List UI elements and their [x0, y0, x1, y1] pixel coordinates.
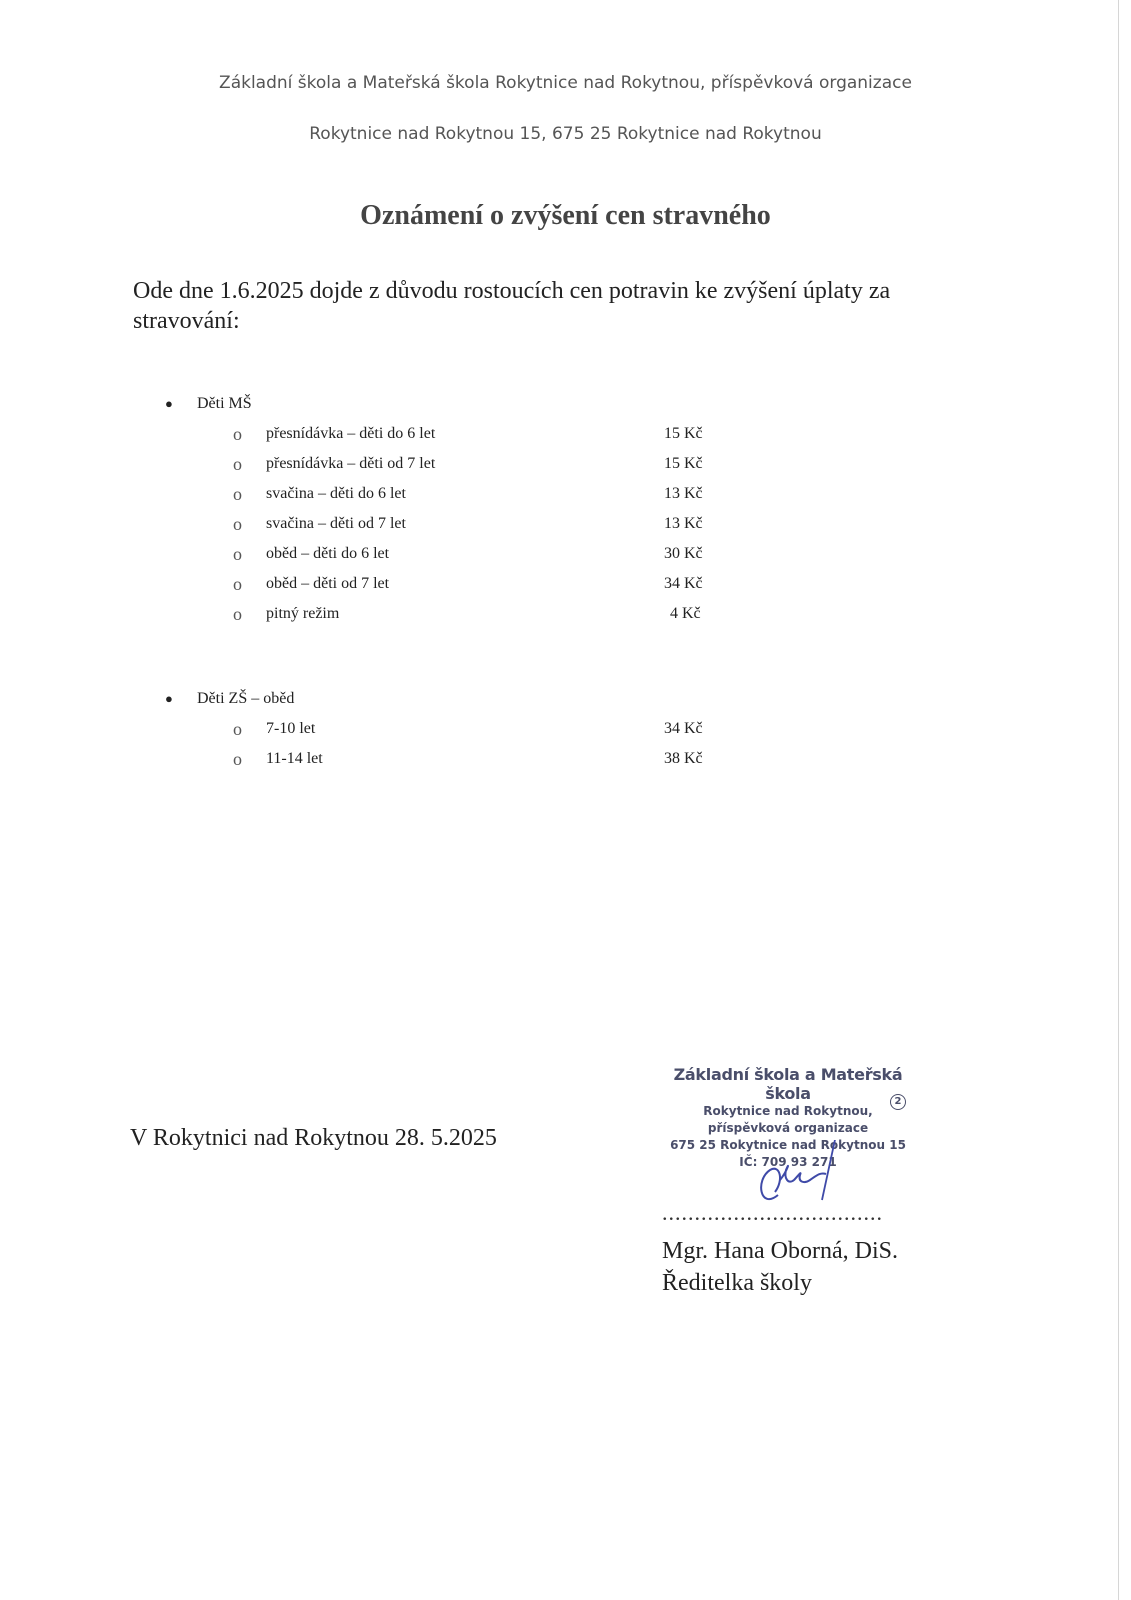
- signature-line: ..................................: [662, 1200, 883, 1225]
- price-row: [0, 744, 1131, 774]
- price-row: [0, 479, 1131, 509]
- place-and-date: V Rokytnici nad Rokytnou 28. 5.2025: [130, 1125, 497, 1151]
- circle-bullet-icon: o: [233, 484, 242, 504]
- group-title-text: Děti ZŠ – oběd: [197, 690, 295, 707]
- item-label: pitný režim: [266, 605, 340, 622]
- item-label: 7-10 let: [266, 720, 316, 737]
- item-price: 13 Kč: [664, 515, 703, 532]
- price-row: [0, 419, 1131, 449]
- circle-bullet-icon: o: [233, 604, 242, 624]
- item-price: 4 Kč: [670, 605, 701, 622]
- item-price: 38 Kč: [664, 750, 703, 767]
- page-edge: [1118, 0, 1119, 1600]
- circle-bullet-icon: o: [233, 544, 242, 564]
- item-price: 15 Kč: [664, 425, 703, 442]
- price-row: [0, 569, 1131, 599]
- circle-bullet-icon: o: [233, 424, 242, 444]
- school-address: Rokytnice nad Rokytnou 15, 675 25 Rokytnice nad Rokytnou: [309, 124, 822, 144]
- group-title: [165, 389, 252, 419]
- stamp-line: příspěvková organizace: [707, 1121, 869, 1135]
- circle-bullet-icon: o: [233, 454, 242, 474]
- item-price: 34 Kč: [664, 575, 703, 592]
- page-title: Oznámení o zvýšení cen stravného: [360, 200, 771, 231]
- price-row: [0, 714, 1131, 744]
- circle-bullet-icon: o: [233, 514, 242, 534]
- group-title: [165, 684, 294, 714]
- item-price: 34 Kč: [664, 720, 703, 737]
- item-label: 11-14 let: [266, 750, 323, 767]
- item-price: 15 Kč: [664, 455, 703, 472]
- price-row: [0, 539, 1131, 569]
- bullet-icon: ●: [165, 396, 173, 412]
- item-label: přesnídávka – děti od 7 let: [266, 455, 436, 472]
- item-label: oběd – děti od 7 let: [266, 575, 390, 592]
- circle-bullet-icon: o: [233, 719, 242, 739]
- group-title-text: Děti MŠ: [197, 395, 252, 412]
- stamp-number: 2: [890, 1094, 906, 1110]
- item-label: přesnídávka – děti do 6 let: [266, 425, 436, 442]
- signer-name: Mgr. Hana Oborná, DiS.: [662, 1238, 898, 1264]
- item-label: oběd – děti do 6 let: [266, 545, 390, 562]
- intro-paragraph: Ode dne 1.6.2025 dojde z důvodu rostoucích cen potravin ke zvýšení úplaty za stravování:: [133, 278, 891, 334]
- item-price: 13 Kč: [664, 485, 703, 502]
- signer-block: [662, 1235, 898, 1299]
- stamp-line: 675 25 Rokytnice nad Rokytnou 15: [670, 1138, 906, 1152]
- signer-role: Ředitelka školy: [662, 1270, 812, 1296]
- bullet-icon: ●: [165, 691, 173, 707]
- price-row: [0, 509, 1131, 539]
- stamp-line: Základní škola a Mateřská škola: [673, 1065, 903, 1103]
- price-row: [0, 599, 1131, 629]
- item-label: svačina – děti do 6 let: [266, 485, 406, 502]
- circle-bullet-icon: o: [233, 574, 242, 594]
- school-name: Základní škola a Mateřská škola Rokytnice nad Rokytnou, příspěvková organizace: [219, 73, 912, 93]
- price-row: [0, 449, 1131, 479]
- item-label: svačina – děti od 7 let: [266, 515, 406, 532]
- stamp-line: Rokytnice nad Rokytnou,: [703, 1104, 873, 1118]
- circle-bullet-icon: o: [233, 749, 242, 769]
- stamp-line: IČ: 709 93 271: [739, 1155, 837, 1169]
- item-price: 30 Kč: [664, 545, 703, 562]
